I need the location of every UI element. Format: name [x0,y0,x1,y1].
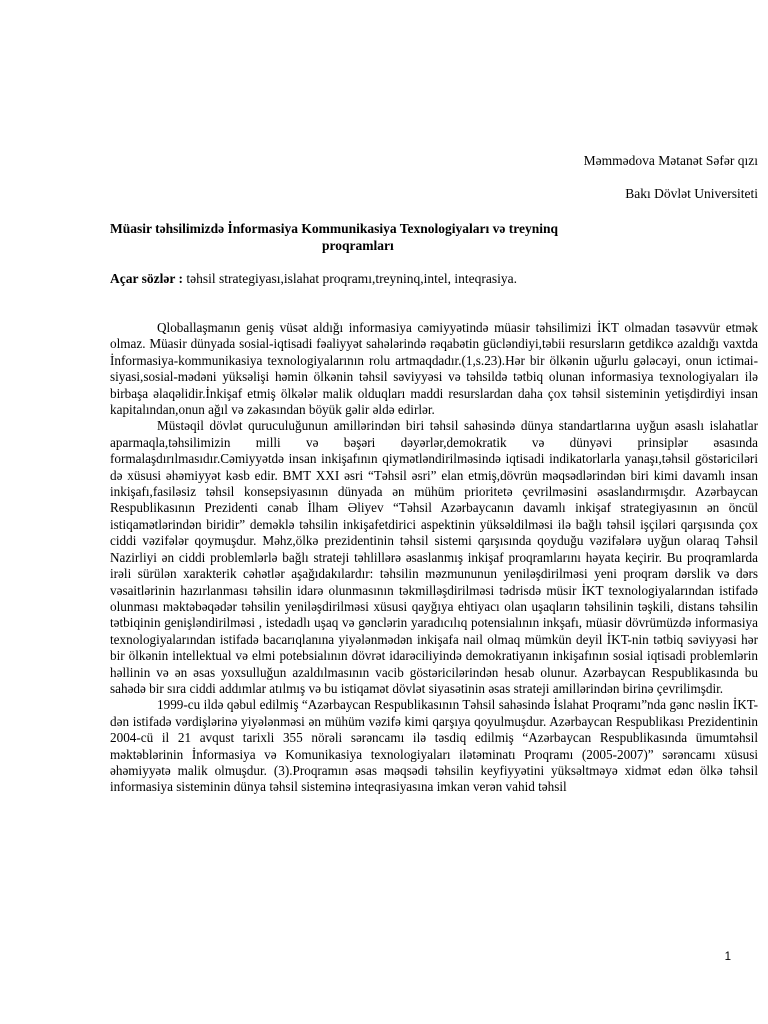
body-paragraph-3: 1999-cu ildə qəbul edilmiş “Azərbaycan Respublikasının Təhsil sahəsində İslahat Proqramı”nda gənc nəslin İKT-dən istifadə vərdişlərinə yiyələnməsi ən mühüm vəzifə kimi qarşıya qoyulmuşdur. Azərbaycan Respublikası Prezidentinin 2004-cü il 21 avqust tarixli 355 nörəli sərəncamı ilə təsdiq edilmiş “Azərbaycan Respublikasında ümumtəhsil məktəblərinin İnformasiya və Komunikasiya texnologiyaları ilətəminatı Proqramı (2005-2007)” sərəncamı xüsusi əhəmiyyətə malik olmuşdur. (3).Proqramın əsas məqsədi təhsilin keyfiyyətini yüksəltməyə xidmət edən ölkə təhsil informasiya sisteminin dünya təhsil sisteminə inteqrasiyasına imkan verən vahid təhsil [110,697,758,795]
article-title [110,220,750,254]
article-body [110,320,758,796]
keywords [110,270,517,287]
keywords-label: Açar sözlər : [110,271,183,286]
article-title-line-1: Müasir təhsilimizdə İnformasiya Kommunikasiya Texnologiyaları və treyninq [110,221,559,236]
author-affiliation: Bakı Dövlət Universiteti [625,186,758,201]
body-paragraph-2: Müstəqil dövlət quruculuğunun amillərindən biri təhsil sahəsində dünya standartlarına uyğun əsaslı islahatlar aparmaqla,təhsilimizin milli və bəşəri dəyərlər,demokratik və dünyəvi prinsiplər əsasında formalaşdırılmasıdır.Cəmiyyətdə insan inkişafının qiymətləndirilməsində iqtisadi indikatorlarla yanaşı,təhsil göstəriciləri də xüsusi əhəmiyyət kəsb edir. BMT XXI əsri “Təhsil əsri” elan etmiş,dövrün məqsədlərindən biri kimi davamlı insan inkişafı,fasiləsiz təhsil konsepsiyasının dünyada ən mühüm prioritetə çevrilməsini əsaslandırmışdır. Azərbaycan Respublikasının Prezidenti cənab İlham Əliyev “Təhsil Azərbaycanın davamlı inkişaf strategiyasının ən öncül istiqamətlərindən biridir” deməklə təhsilin inkişafetdirici aspektinin yüksəldilməsi ilə bağlı təhsil işçiləri qarşısında çox ciddi vəzifələr qoymuşdur. Məhz,ölkə prezidentinin təhsil sistemi qarşısında qoyduğu vəzifələrə uyğun olaraq Təhsil Nazirliyi ən ciddi problemlərlə bağlı strateji təhlillərə əsaslanmış inkişaf proqramlarını həyata keçirir. Bu proqramlarda irəli sürülən xarakterik cəhətlər aşağıdakılardır: təhsilin məzmununun yeniləşdirilməsi yeni proqram dərslik və dərs vəsaitlərinin hazırlanması təhsilin idarə olunmasının təkmilləşdirilməsi tədrisdə müsir İKT texnologiyalarından istifadə olunması məktəbəqədər təhsilin yeniləşdirilməsi xüsusi qayğıya ehtiyacı olan uşaqların təhsilinin təşkili, distans təhsilin tətbiqinin genişləndirilməsi , istedadlı uşaq və gənclərin yaradıcılıq potensialının inkşafı, müasir dövrümüzdə informasiya texnologiyalarından istifadə bacarıqlanına yiyələnmədən inkişafa nail olmaq mümkün deyil İKT-nin tətbiq səviyyəsi hər bir ölkənin intellektual və elmi potebsialının dövrət idarəciliyində demokratiyanın inkişafının sosial iqtisadi problemlərin həllinin və ən əsas yoxsulluğun azaldılmasının vacib göstəricilərindən hesab olunur. Azərbaycan Respublikasında bu sahədə bir sıra ciddi addımlar atılmış və bu istiqamət dövlət siyasətinin əsas strateji amillərindən birinə çevrilimşdir. [110,418,758,696]
author-name: Məmmədova Mətanət Səfər qızı [583,153,758,168]
keywords-text: təhsil strategiyası,islahat proqramı,treyninq,intel, inteqrasiya. [182,271,518,286]
body-paragraph-1: Qloballaşmanın geniş vüsət aldığı informasiya cəmiyyətində müasir təhsilimizi İKT olmadan təsəvvür etmək olmaz. Müasir dünyada sosial-iqtisadi fəaliyyət sahələrində rəqabətin gücləndiyi,təbii resursların getdikcə azaldığı vaxtda İnformasiya-kommunikasiya texnologiyalarının rolu artmaqdadır.(1,s.23).Hər bir ölkənin uğurlu gələcəyi, onun ictimai-siyasi,sosial-mədəni yüksəlişi həmin ölkənin təhsil səviyyəsi və təhsildə tətbiq olunan informasiya texnologiyaları ilə birbaşa əlaqəlidir.İnkişaf etmiş ölkələr malik olduqları maddi resurslardan daha çox təhsil sisteminin yetişdirdiyi insan kapitalından,onun ağıl və zəkasından böyük gəlir əldə edirlər. [110,320,758,418]
page-number: 1 [724,951,731,963]
article-title-line-2: proqramları [322,238,394,253]
